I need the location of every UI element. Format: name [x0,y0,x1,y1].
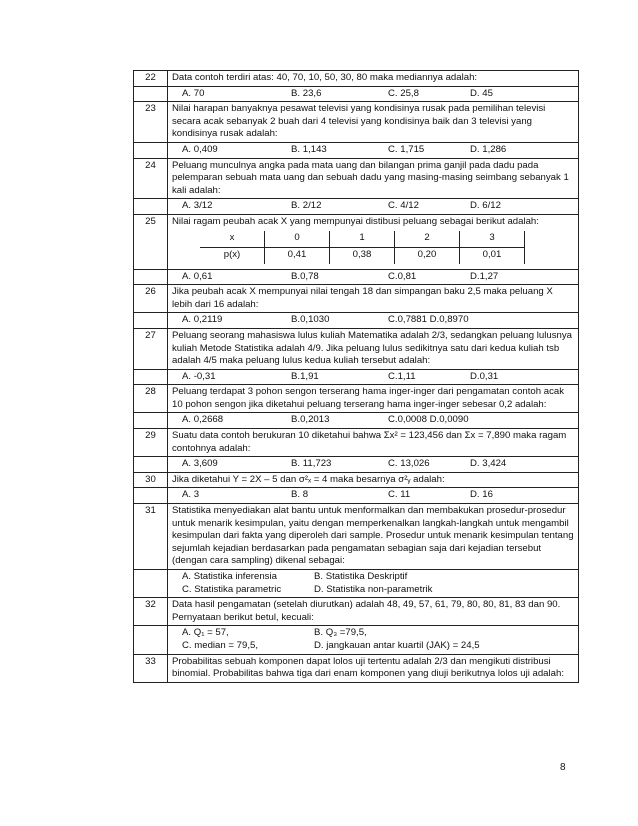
options [172,314,574,327]
options [172,88,574,101]
option-a: A. Statistika inferensia [182,571,277,582]
option-d: D. 3,424 [470,458,507,470]
option-cd: C.0,7881 D.0,8970 [388,314,469,326]
question-text: Jika diketahui Y = 2X – 5 dan σ²ₓ = 4 maka besarnya σ²ᵧ adalah: [168,472,579,488]
option-d: D. 16 [470,489,493,501]
option-a: A. Q₁ = 57, [182,627,229,639]
x-value: 2 [395,231,460,248]
question-text: Peluang seorang mahasiswa lulus kuliah Matematika adalah 2/3, sedangkan peluang lulusnya kuliah Metode Statistika adalah 4/9. Jika peluang lulus sedikitnya satu dari kedua kuliah tsb adalah 4/5 maka peluang lulus kedua kuliah tersebut adalah: [168,328,579,369]
option-c: C. 1,715 [388,143,425,155]
options [172,200,574,213]
options [172,458,574,471]
option-a: A. 3 [182,489,200,501]
option-b: B. 1,143 [291,143,327,155]
option-a: A. 3/12 [182,200,213,212]
option-c: C. 11 [388,489,411,501]
option-b: B. 11,723 [291,458,332,470]
question-row [134,429,579,457]
options-row [134,626,579,654]
option-b: B. 23,6 [291,87,322,99]
option-b: B.0,78 [291,270,319,282]
question-text: Data hasil pengamatan (setelah diurutkan) adalah 48, 49, 57, 61, 79, 80, 80, 81, 83 dan 90. Pernyataan berikut betul, kecuali: [168,598,579,626]
option-c: C. 13,026 [388,458,430,470]
question-number: 29 [134,429,168,457]
question-number: 30 [134,472,168,488]
question-number: 28 [134,385,168,413]
question-row [134,654,579,682]
option-a: A. 70 [182,87,205,99]
probability-table [200,231,525,264]
option-a: A. 0,61 [182,270,213,282]
options [172,271,574,284]
option-c: C. 4/12 [388,200,419,212]
option-d: D. 45 [470,87,493,99]
options-row [134,199,579,215]
option-d: D. jangkauan antar kuartil (JAK) = 24,5 [314,639,480,651]
options [172,627,574,652]
question-number: 22 [134,71,168,87]
options-row [134,488,579,504]
question-row [134,214,579,269]
question-number: 27 [134,328,168,369]
options [172,371,574,384]
question-text: Peluang munculnya angka pada mata uang dan bilangan prima ganjil pada dadu pada pelemparan sebuah mata uang dan sebuah dadu yang masing-masing seimbang sebanyak 1 kali adalah: [168,158,579,199]
question-row [134,385,579,413]
option-c: C.1,11 [388,370,416,382]
options-row [134,457,579,473]
option-c: C. 25,8 [388,87,419,99]
page-number: 8 [560,762,566,773]
options-row [134,369,579,385]
question-text: Nilai ragam peubah acak X yang mempunyai distibusi peluang sebagai berikut adalah: [172,215,539,227]
option-c: C.0,81 [388,270,417,282]
question-row [134,158,579,199]
question-text: Nilai harapan banyaknya pesawat televisi yang kondisinya rusak pada pemilihan televisi secara acak sebanyak 2 buah dari 4 televisi yang kondisinya baik dan 3 televisi yang kondisinya rusak adalah: [168,102,579,143]
options [172,571,574,596]
question-number: 24 [134,158,168,199]
question-row [134,328,579,369]
option-b: B. 8 [291,489,309,501]
option-a: A. 0,2668 [182,414,224,426]
x-label: x [200,231,265,248]
option-b: B. Statistika Deskriptif [314,571,408,582]
option-c: C. Statistika parametric [182,583,282,595]
question-number: 33 [134,654,168,682]
option-d: D. Statistika non-parametrik [314,583,433,595]
x-value: 0 [265,231,330,248]
question-text: Peluang terdapat 3 pohon sengon terserang hama inger-inger dari pengamatan contoh acak 10 pohon sengon jika diketahui peluang terserang hama inger-inger sebesar 0,2 adalah: [168,385,579,413]
options-row [134,413,579,429]
option-b: B.0,1030 [291,314,330,326]
options [172,414,574,427]
options-row [134,570,579,598]
x-value: 1 [330,231,395,248]
option-a: A. 0,2119 [182,314,223,326]
option-b: B.1,91 [291,370,319,382]
question-row [134,285,579,313]
options [172,144,574,157]
option-b: B.0,2013 [291,414,330,426]
question-text: Jika peubah acak X mempunyai nilai tengah 18 dan simpangan baku 2,5 maka peluang X lebih dari 16 adalah: [168,285,579,313]
option-cd: C.0,0008 D.0,0090 [388,414,469,426]
question-row [134,71,579,87]
option-a: A. 0,409 [182,143,218,155]
p-label: p(x) [200,247,265,264]
option-d: D.1,27 [470,270,499,282]
options-row [134,269,579,285]
p-value: 0,41 [265,247,330,264]
option-d: D.0,31 [470,370,499,382]
p-value: 0,20 [395,247,460,264]
question-number: 31 [134,504,168,570]
question-number: 32 [134,598,168,626]
question-text: Suatu data contoh berukuran 10 diketahui bahwa Σx² = 123,456 dan Σx = 7,890 maka ragam contohnya adalah: [168,429,579,457]
options-row [134,142,579,158]
option-a: A. 3,609 [182,458,218,470]
option-b: B. Q₃ =79,5, [314,627,367,639]
question-text: Statistika menyediakan alat bantu untuk menformalkan dan membakukan prosedur-prosedur untuk menarik kesimpulan, yaitu dengan memperkenalkan langkah-langkah untuk mengambil kesimpulan dari fakta yang diperoleh dari sample. Prosedur untuk menarik kesimpulan tentang sejumlah kejadian berdasarkan pada pengamatan sebagian saja dari kejadian tersebut (dengan cara sampling) dikenal sebagai: [168,504,579,570]
option-d: D. 1,286 [470,143,507,155]
question-number: 26 [134,285,168,313]
question-number: 25 [134,214,168,269]
options [172,489,574,502]
option-d: D. 6/12 [470,200,501,212]
option-b: B. 2/12 [291,200,322,212]
question-row [134,598,579,626]
options-row [134,313,579,329]
question-row [134,102,579,143]
options-row [134,86,579,102]
questions-table [133,70,579,683]
question-text: Probabilitas sebuah komponen dapat lolos uji tertentu adalah 2/3 dan mengikuti distribusi binomial. Probabilitas bahwa tiga dari enam komponen yang diuji berikutnya lolos uji adalah: [168,654,579,682]
question-number: 23 [134,102,168,143]
p-value: 0,38 [330,247,395,264]
p-value: 0,01 [460,247,525,264]
x-value: 3 [460,231,525,248]
question-row [134,472,579,488]
option-a: A. -0,31 [182,370,216,382]
option-c: C. median = 79,5, [182,639,258,651]
question-row [134,504,579,570]
question-text: Data contoh terdiri atas: 40, 70, 10, 50, 30, 80 maka mediannya adalah: [168,71,579,87]
